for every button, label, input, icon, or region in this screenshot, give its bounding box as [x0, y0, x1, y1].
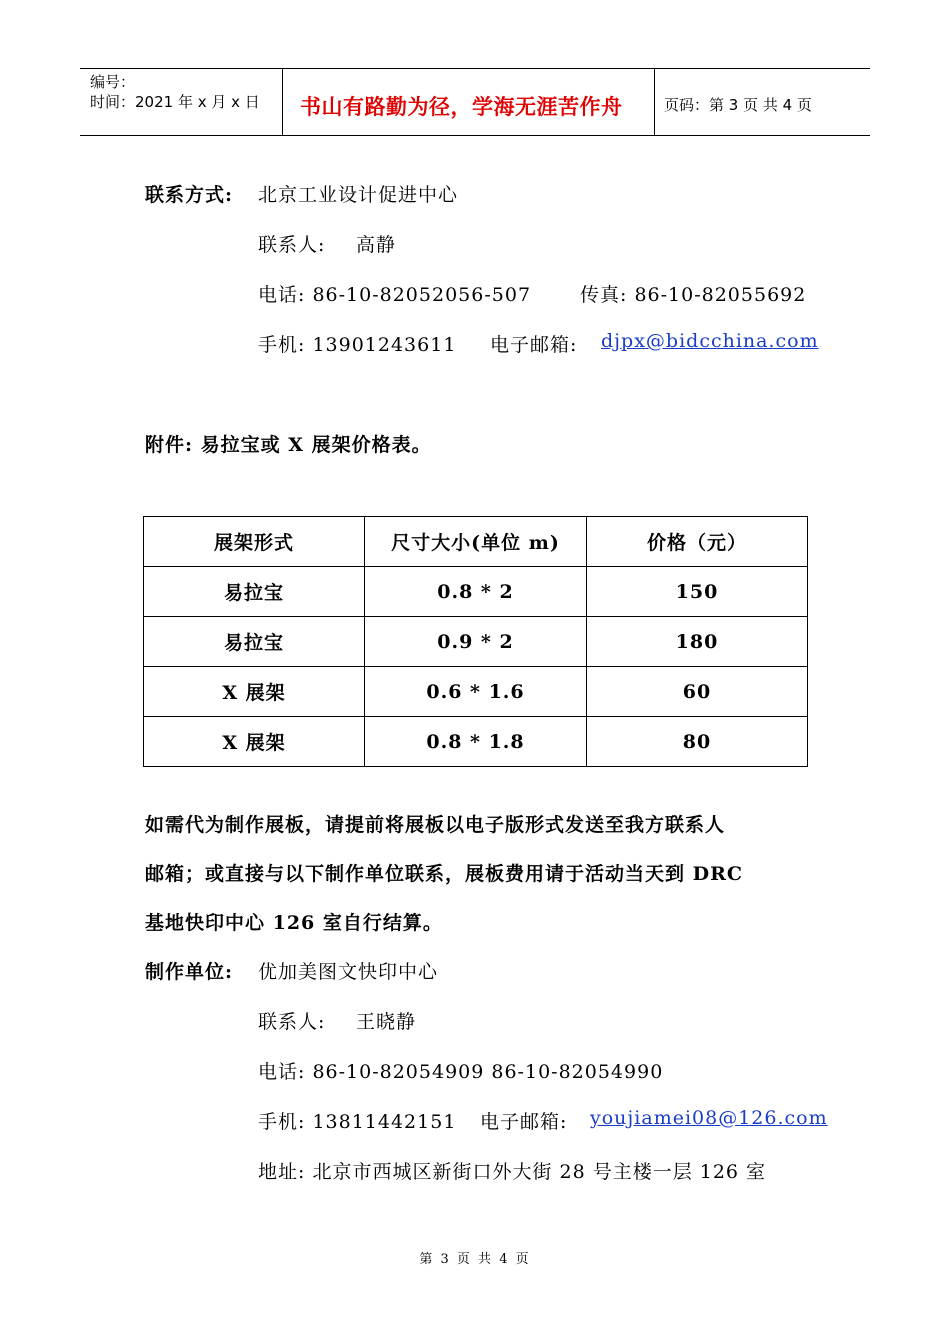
table-cell-price: 60 — [587, 667, 808, 717]
maker-phone: 电话: 86-10-82054909 86-10-82054990 — [258, 1061, 664, 1083]
note-line: 如需代为制作展板，请提前将展板以电子版形式发送至我方联系人 — [145, 814, 726, 836]
price-table — [143, 516, 808, 767]
table-cell-type: 易拉宝 — [144, 617, 365, 667]
table-cell-size: 0.8 * 2 — [365, 567, 587, 617]
header-page-info: 页码：第 3 页 共 4 页 — [664, 96, 812, 114]
maker-email-link[interactable]: youjiamei08@126.com — [590, 1107, 828, 1129]
maker-label: 制作单位: — [145, 961, 234, 983]
table-cell-type: X 展架 — [144, 667, 365, 717]
page-footer: 第 3 页 共 4 页 — [419, 1252, 531, 1267]
header-number-label: 编号： — [90, 73, 136, 91]
contact-email-link[interactable]: djpx@bidcchina.com — [601, 330, 819, 352]
maker-email-label: 电子邮箱: — [480, 1111, 568, 1133]
header-divider — [282, 68, 283, 135]
table-row — [144, 667, 808, 717]
contact-person-label: 联系人: — [258, 234, 326, 256]
table-header-cell: 尺寸大小(单位 m) — [365, 517, 587, 567]
table-row — [144, 617, 808, 667]
table-row — [144, 717, 808, 767]
table-cell-size: 0.6 * 1.6 — [365, 667, 587, 717]
header-top-rule — [80, 68, 870, 69]
note-line: 基地快印中心 126 室自行结算。 — [145, 912, 443, 934]
table-cell-price: 180 — [587, 617, 808, 667]
table-cell-size: 0.8 * 1.8 — [365, 717, 587, 767]
contact-label: 联系方式: — [145, 184, 234, 206]
table-cell-type: 易拉宝 — [144, 567, 365, 617]
contact-person: 高静 — [356, 234, 397, 256]
table-cell-size: 0.9 * 2 — [365, 617, 587, 667]
header-date: 时间：2021 年 x 月 x 日 — [90, 93, 260, 111]
maker-address: 地址: 北京市西城区新街口外大街 28 号主楼一层 126 室 — [258, 1161, 767, 1183]
contact-mobile: 手机: 13901243611 — [258, 334, 457, 356]
note-line: 邮箱；或直接与以下制作单位联系，展板费用请于活动当天到 DRC — [145, 863, 744, 885]
header-divider — [654, 68, 655, 135]
maker-person-label: 联系人: — [258, 1011, 326, 1033]
table-row — [144, 567, 808, 617]
header-motto: 书山有路勤为径，学海无涯苦作舟 — [300, 95, 623, 119]
table-header-row — [144, 517, 808, 567]
table-header-cell: 价格（元） — [587, 517, 808, 567]
table-cell-price: 150 — [587, 567, 808, 617]
attachment-title: 附件: 易拉宝或 X 展架价格表。 — [145, 434, 432, 456]
contact-org: 北京工业设计促进中心 — [258, 184, 459, 206]
maker-mobile: 手机: 13811442151 — [258, 1111, 457, 1133]
maker-org: 优加美图文快印中心 — [258, 961, 439, 983]
maker-person: 王晓静 — [356, 1011, 417, 1033]
header-bottom-rule — [80, 135, 870, 136]
contact-phone: 电话: 86-10-82052056-507 — [258, 284, 532, 306]
contact-fax: 传真: 86-10-82055692 — [580, 284, 807, 306]
table-cell-price: 80 — [587, 717, 808, 767]
table-header-cell: 展架形式 — [144, 517, 365, 567]
table-cell-type: X 展架 — [144, 717, 365, 767]
contact-email-label: 电子邮箱: — [490, 334, 578, 356]
